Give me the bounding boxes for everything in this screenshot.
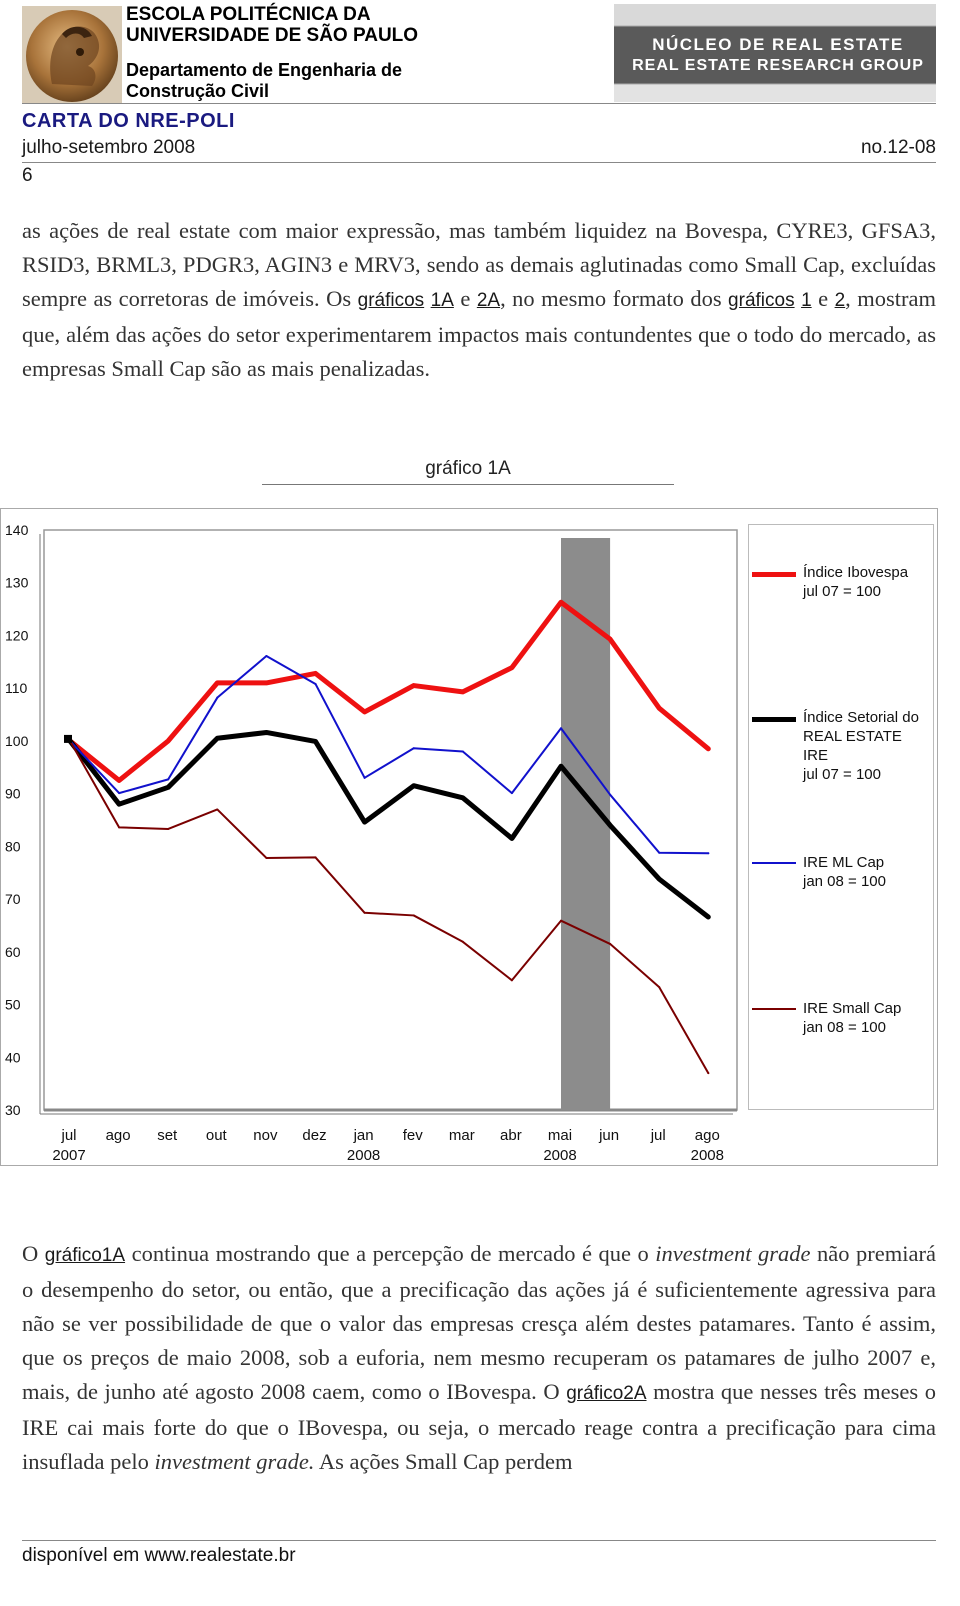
data-point bbox=[216, 697, 218, 699]
data-point bbox=[609, 943, 611, 945]
data-point bbox=[363, 821, 366, 824]
data-point bbox=[658, 878, 661, 881]
department-line-1: Departamento de Engenharia de bbox=[126, 60, 403, 80]
data-point bbox=[167, 778, 169, 780]
x-tick-label: jul bbox=[61, 1127, 77, 1144]
para2-text: O bbox=[22, 1241, 45, 1266]
data-point bbox=[609, 638, 612, 641]
issue-row bbox=[22, 136, 936, 163]
para2-text: mostra que nesses três meses o IRE cai mais forte do que o IBovespa, ou seja, o mercado reage contra a precificação para cima insuflada pelo bbox=[22, 1379, 936, 1474]
data-point bbox=[461, 690, 464, 693]
data-point bbox=[461, 796, 464, 799]
link-grafico-2a[interactable]: 2A bbox=[476, 290, 501, 311]
paragraph-intro bbox=[22, 214, 936, 386]
data-point bbox=[658, 707, 661, 710]
legend-label: IRE Small Cap jan 08 = 100 bbox=[803, 1000, 902, 1036]
data-point bbox=[167, 828, 169, 830]
y-tick-label: 90 bbox=[5, 785, 21, 802]
link-grafico1a[interactable]: gráfico1A bbox=[44, 1245, 126, 1266]
legend-label: IRE ML Cap jan 08 = 100 bbox=[803, 854, 886, 890]
x-tick-label: fev bbox=[402, 1127, 423, 1144]
plot-area bbox=[44, 530, 737, 1110]
data-point bbox=[413, 747, 415, 749]
data-point bbox=[510, 666, 513, 669]
para2-italic: investment grade bbox=[655, 1241, 811, 1266]
data-point bbox=[216, 681, 219, 684]
data-point bbox=[412, 684, 415, 687]
department-line-2: Construção Civil bbox=[126, 81, 270, 101]
data-point bbox=[707, 747, 710, 750]
data-point bbox=[118, 826, 120, 828]
data-point bbox=[265, 655, 267, 657]
data-point bbox=[265, 857, 267, 859]
data-point bbox=[314, 740, 317, 743]
link-grafico-1a[interactable]: 1A bbox=[430, 290, 454, 311]
para2-text: continua mostrando que a percepção de mercado é que o bbox=[125, 1241, 656, 1266]
nre-line-2: REAL ESTATE RESEARCH GROUP bbox=[632, 57, 924, 74]
chart-title: gráfico 1A bbox=[262, 458, 674, 485]
x-tick-label: dez bbox=[302, 1127, 327, 1144]
y-tick-label: 110 bbox=[5, 680, 28, 697]
x-tick-label: out bbox=[205, 1127, 227, 1144]
para2-italic: investment grade. bbox=[154, 1449, 315, 1474]
footer-divider bbox=[22, 1540, 936, 1541]
y-tick-label: 60 bbox=[5, 943, 21, 960]
data-point bbox=[118, 792, 120, 794]
data-point bbox=[462, 941, 464, 943]
link-grafico-2[interactable]: 2 bbox=[834, 290, 846, 311]
legend-label: Índice Setorial do REAL ESTATE IRE jul 07 = 100 bbox=[803, 709, 919, 783]
para2-text: As ações Small Cap perdem bbox=[314, 1449, 573, 1474]
y-tick-label: 50 bbox=[5, 996, 21, 1013]
link-grafico2a[interactable]: gráfico2A bbox=[566, 1383, 647, 1404]
data-point bbox=[216, 808, 218, 810]
data-point bbox=[265, 731, 268, 734]
page-number: 6 bbox=[22, 165, 33, 186]
x-tick-label: abr bbox=[500, 1127, 522, 1144]
footer-text: disponível em www.realestate.br bbox=[22, 1545, 296, 1566]
data-point bbox=[315, 683, 317, 685]
para1-text: , mostram que, além das ações do setor experimentarem impactos mais contundentes que o todo do mercado, as empresas Small Cap são as mais penalizadas. bbox=[22, 286, 936, 381]
issue-date: julho-setembro 2008 bbox=[22, 137, 196, 158]
y-tick-label: 140 bbox=[5, 522, 29, 538]
data-point bbox=[560, 727, 562, 729]
data-point bbox=[314, 672, 317, 675]
institution-line-1: ESCOLA POLITÉCNICA DA bbox=[126, 4, 371, 25]
x-tick-year-label: 2007 bbox=[52, 1147, 86, 1164]
y-tick-label: 80 bbox=[5, 838, 21, 855]
legend-label: Índice Ibovespa jul 07 = 100 bbox=[803, 564, 909, 600]
carta-title: CARTA DO NRE-POLI bbox=[22, 110, 235, 132]
data-point bbox=[167, 786, 170, 789]
link-graficos-2[interactable]: gráficos bbox=[728, 290, 795, 311]
y-tick-label: 30 bbox=[5, 1102, 21, 1118]
legend-swatch bbox=[752, 717, 796, 722]
header-divider bbox=[22, 103, 936, 104]
data-point bbox=[560, 920, 562, 922]
x-tick-label: mar bbox=[448, 1127, 475, 1144]
y-tick-label: 40 bbox=[5, 1049, 21, 1066]
escola-politecnica-logo bbox=[22, 6, 122, 104]
data-point bbox=[609, 824, 612, 827]
data-point bbox=[118, 779, 121, 782]
data-point bbox=[118, 803, 121, 806]
x-tick-label: mai bbox=[547, 1127, 573, 1144]
x-tick-label: jan bbox=[353, 1127, 374, 1144]
data-point bbox=[707, 1072, 709, 1074]
data-point bbox=[707, 916, 710, 919]
para1-text: e bbox=[811, 286, 835, 311]
data-point bbox=[707, 852, 709, 854]
legend-swatch bbox=[752, 862, 796, 864]
legend-swatch bbox=[752, 572, 796, 577]
data-point bbox=[315, 856, 317, 858]
para2-text: não premiará o desempenho do setor, ou então, que a precificação das ações já é suficientemente agressiva para não se ver possibilidade de que o valor das empresas cresça além destes patamares. Tanto é assim, que os preços de maio 2008, sob a euforia, nem mesmo recuperam os patamares de julho 2007 e, mais, de junho até agosto 2008 caem, como o IBovespa. O bbox=[22, 1241, 937, 1404]
link-graficos[interactable]: gráficos bbox=[357, 290, 425, 311]
x-tick-label: ago bbox=[694, 1127, 720, 1144]
nre-banner-logo bbox=[614, 4, 936, 102]
data-point bbox=[609, 794, 611, 796]
data-point bbox=[658, 852, 660, 854]
data-point bbox=[560, 601, 563, 604]
data-point bbox=[658, 986, 660, 988]
department-name bbox=[126, 60, 402, 102]
data-point bbox=[511, 979, 513, 981]
x-tick-label: set bbox=[157, 1127, 178, 1144]
nre-line-1: NÚCLEO DE REAL ESTATE bbox=[652, 35, 904, 54]
data-point bbox=[364, 777, 366, 779]
para1-text: as ações de real estate com maior expressão, mas também liquidez na Bovespa, CYRE3, GFSA3, RSID3, BRML3, PDGR3, AGIN3 e MRV3, sendo as demais aglutinadas como Small Cap, excluídas sempre as corretoras de imóveis. Os bbox=[22, 218, 936, 311]
x-tick-label: jul bbox=[650, 1127, 666, 1144]
legend-swatch bbox=[752, 1008, 796, 1010]
data-point bbox=[167, 739, 170, 742]
issue-number: no.12-08 bbox=[860, 137, 936, 158]
institution-line-2: UNIVERSIDADE DE SÃO PAULO bbox=[126, 25, 419, 46]
data-point bbox=[511, 792, 513, 794]
data-point bbox=[364, 912, 366, 914]
paragraph-analysis bbox=[22, 1237, 936, 1479]
y-tick-label: 100 bbox=[5, 732, 29, 749]
data-point bbox=[462, 750, 464, 752]
y-tick-label: 130 bbox=[5, 574, 29, 591]
data-point bbox=[413, 914, 415, 916]
x-tick-year-label: 2008 bbox=[543, 1147, 577, 1164]
para1-text: , no mesmo formato dos bbox=[500, 286, 729, 311]
start-marker bbox=[64, 735, 72, 743]
y-tick-label: 70 bbox=[5, 891, 21, 908]
x-tick-year-label: 2008 bbox=[346, 1147, 381, 1164]
data-point bbox=[510, 837, 513, 840]
data-point bbox=[560, 765, 563, 768]
y-tick-label: 120 bbox=[5, 627, 29, 644]
para1-text: e bbox=[453, 286, 477, 311]
data-point bbox=[363, 710, 366, 713]
x-tick-label: jun bbox=[599, 1127, 620, 1144]
institution-name bbox=[126, 4, 418, 46]
x-tick-label: nov bbox=[253, 1127, 278, 1144]
x-tick-label: ago bbox=[105, 1127, 131, 1144]
data-point bbox=[216, 737, 219, 740]
x-tick-year-label: 2008 bbox=[690, 1147, 724, 1164]
data-point bbox=[265, 681, 268, 684]
data-point bbox=[412, 784, 415, 787]
link-grafico-1[interactable]: 1 bbox=[801, 290, 812, 311]
